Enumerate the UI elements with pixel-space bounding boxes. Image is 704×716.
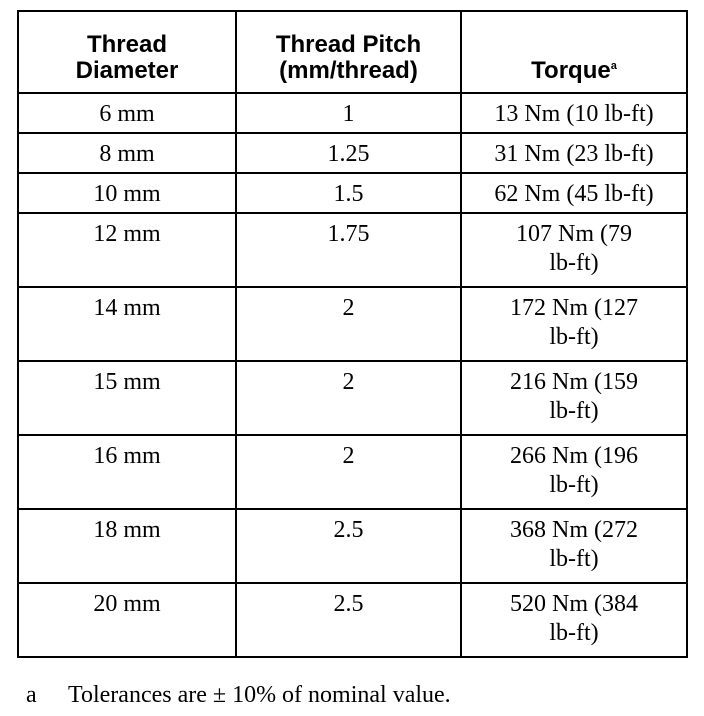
torque-value-line: 172 Nm (127 [510, 295, 638, 321]
cell-torque [461, 583, 687, 657]
header-torque-label: Torque [531, 57, 611, 84]
torque-value-line: 13 Nm (10 lb-ft) [494, 101, 654, 127]
table-row [18, 361, 687, 435]
cell-thread-pitch: 1 [236, 93, 461, 133]
cell-torque [461, 509, 687, 583]
cell-thread-pitch: 2.5 [236, 583, 461, 657]
header-thread-diameter [18, 11, 236, 93]
cell-thread-diameter: 18 mm [18, 509, 236, 583]
cell-thread-pitch: 2.5 [236, 509, 461, 583]
table-row [18, 133, 687, 173]
cell-thread-diameter: 14 mm [18, 287, 236, 361]
cell-thread-diameter: 6 mm [18, 93, 236, 133]
torque-value-line: lb-ft) [549, 324, 599, 350]
footnote-marker: a [26, 682, 37, 708]
header-thread-pitch-line-1: Thread Pitch [275, 31, 422, 58]
torque-value-line: 266 Nm (196 [510, 443, 638, 469]
table-row [18, 93, 687, 133]
cell-thread-pitch: 1.75 [236, 213, 461, 287]
cell-thread-diameter: 20 mm [18, 583, 236, 657]
cell-thread-diameter: 16 mm [18, 435, 236, 509]
cell-thread-diameter: 8 mm [18, 133, 236, 173]
header-torque-footnote-marker: a [610, 60, 617, 72]
torque-value-line: lb-ft) [549, 546, 599, 572]
table-row [18, 435, 687, 509]
cell-torque [461, 133, 687, 173]
header-torque [461, 11, 687, 93]
torque-value-line: 368 Nm (272 [510, 517, 638, 543]
torque-specification-table [17, 10, 688, 658]
cell-torque [461, 287, 687, 361]
cell-thread-pitch: 2 [236, 435, 461, 509]
torque-value-line: lb-ft) [549, 398, 599, 424]
torque-value-line: 520 Nm (384 [510, 591, 638, 617]
cell-thread-pitch: 1.5 [236, 173, 461, 213]
cell-thread-diameter: 15 mm [18, 361, 236, 435]
cell-thread-pitch: 2 [236, 361, 461, 435]
torque-value-line: 31 Nm (23 lb-ft) [494, 141, 654, 167]
table-row [18, 509, 687, 583]
torque-value-line: 62 Nm (45 lb-ft) [494, 181, 654, 207]
torque-value-line: lb-ft) [549, 250, 599, 276]
table-body [18, 93, 687, 657]
header-thread-pitch-line-2: (mm/thread) [279, 57, 418, 84]
table-row [18, 287, 687, 361]
table-row [18, 173, 687, 213]
cell-torque [461, 435, 687, 509]
torque-value-line: lb-ft) [549, 472, 599, 498]
header-thread-pitch [236, 11, 461, 93]
cell-thread-pitch: 2 [236, 287, 461, 361]
table-row [18, 583, 687, 657]
header-thread-diameter-line-2: Diameter [75, 57, 179, 84]
table-header-row [18, 11, 687, 93]
cell-thread-pitch: 1.25 [236, 133, 461, 173]
cell-torque [461, 173, 687, 213]
table-row [18, 213, 687, 287]
cell-thread-diameter: 12 mm [18, 213, 236, 287]
cell-torque [461, 93, 687, 133]
torque-value-line: 107 Nm (79 [516, 221, 632, 247]
torque-value-line: lb-ft) [549, 620, 599, 646]
footnote-text: Tolerances are ± 10% of nominal value. [68, 682, 451, 708]
cell-torque [461, 213, 687, 287]
cell-thread-diameter: 10 mm [18, 173, 236, 213]
cell-torque [461, 361, 687, 435]
header-thread-diameter-line-1: Thread [86, 31, 167, 58]
table-footnote [26, 680, 451, 710]
torque-value-line: 216 Nm (159 [510, 369, 638, 395]
